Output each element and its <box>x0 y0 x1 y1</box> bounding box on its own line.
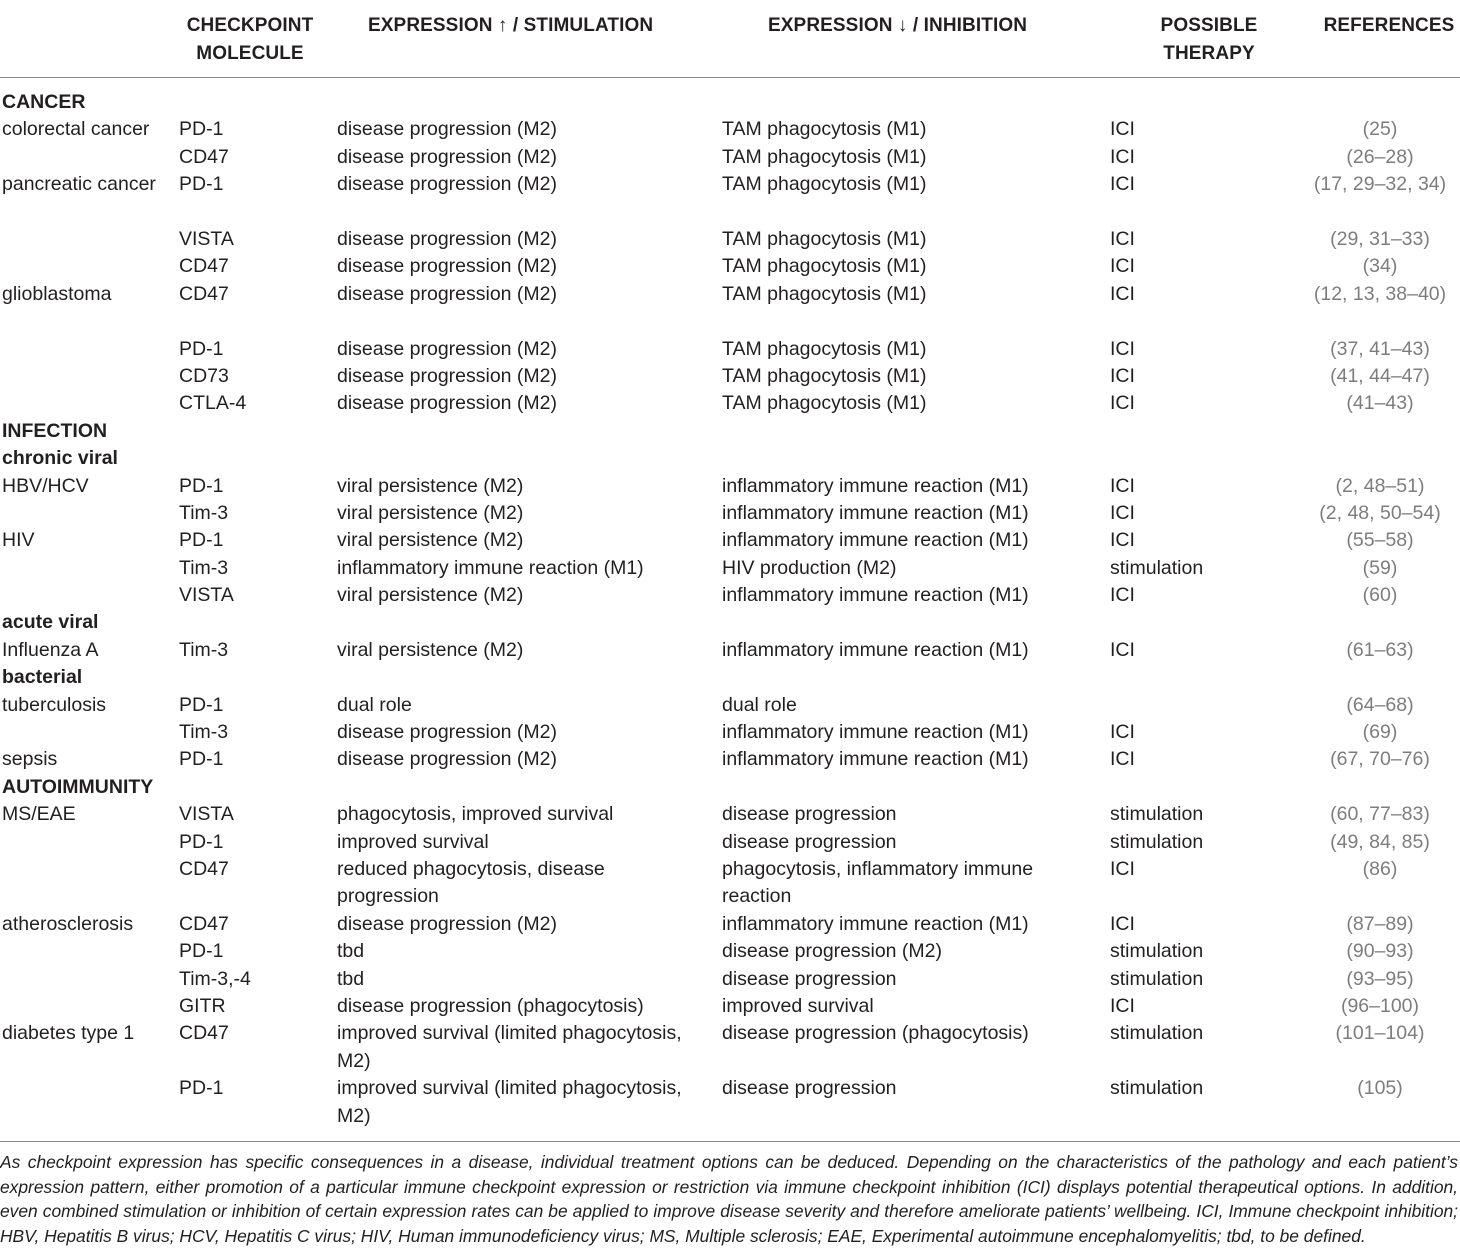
therapy-cell: stimulation <box>1110 830 1204 853</box>
checkpoint-molecule-cell: CD47 <box>179 255 229 278</box>
expression-down-cell: disease progression <box>722 1077 897 1100</box>
table-row <box>0 582 1460 609</box>
expression-up-cell: disease progression (M2) <box>337 721 558 744</box>
header-divider <box>0 77 1460 78</box>
therapy-cell: ICI <box>1110 173 1135 196</box>
table-row <box>0 746 1460 773</box>
table-row <box>0 1020 1460 1075</box>
section-label: bacterial <box>2 666 83 689</box>
expression-up-cell: disease progression (M2) <box>337 364 558 387</box>
table-row <box>0 938 1460 965</box>
expression-up-cell: improved survival <box>337 830 489 853</box>
section-label: CANCER <box>2 91 86 113</box>
therapy-cell: ICI <box>1110 337 1135 360</box>
expression-up-cell: disease progression (M2) <box>337 118 558 141</box>
expression-up-cell: disease progression (M2) <box>337 173 558 196</box>
disease-cell: diabetes type 1 <box>2 1022 135 1045</box>
checkpoint-molecule-cell: CD47 <box>179 912 229 935</box>
checkpoint-molecule-cell: CD47 <box>179 857 229 880</box>
expression-up-cell: improved survival (limited phagocytosis, M2) <box>337 1022 682 1072</box>
expression-down-cell: inflammatory immune reaction (M1) <box>722 721 1029 744</box>
expression-down-cell: TAM phagocytosis (M1) <box>722 145 927 168</box>
references-cell: (64–68) <box>1346 693 1414 716</box>
expression-down-cell: TAM phagocytosis (M1) <box>722 173 927 196</box>
expression-down-cell: HIV production (M2) <box>722 556 897 579</box>
table-row <box>0 281 1460 336</box>
table-row <box>0 253 1460 280</box>
table-row <box>0 801 1460 828</box>
therapy-cell: stimulation <box>1110 1077 1204 1100</box>
expression-up-cell: disease progression (M2) <box>337 748 558 771</box>
therapy-cell: stimulation <box>1110 803 1204 826</box>
expression-down-cell: inflammatory immune reaction (M1) <box>722 584 1029 607</box>
section-label: AUTOIMMUNITY <box>2 775 154 798</box>
expression-up-cell: disease progression (M2) <box>337 282 558 305</box>
expression-up-cell: phagocytosis, improved survival <box>337 803 614 826</box>
expression-down-cell: inflammatory immune reaction (M1) <box>722 912 1029 935</box>
checkpoint-molecule-cell: PD-1 <box>179 940 224 963</box>
footnote-divider <box>0 1141 1460 1142</box>
table-row <box>0 856 1460 911</box>
section-label: acute viral <box>2 611 99 634</box>
references-cell: (60, 77–83) <box>1330 803 1430 826</box>
checkpoint-molecule-cell: PD-1 <box>179 173 224 196</box>
checkpoint-molecule-cell: PD-1 <box>179 1077 224 1100</box>
therapy-cell: ICI <box>1110 638 1135 661</box>
references-cell: (101–104) <box>1335 1022 1425 1045</box>
references-cell: (41, 44–47) <box>1330 364 1430 387</box>
expression-up-cell: viral persistence (M2) <box>337 501 524 524</box>
section-row <box>0 445 1460 472</box>
expression-down-cell: disease progression <box>722 967 897 990</box>
references-cell: (41–43) <box>1346 392 1414 415</box>
expression-down-cell: TAM phagocytosis (M1) <box>722 255 927 278</box>
expression-up-cell: inflammatory immune reaction (M1) <box>337 556 644 579</box>
references-cell: (105) <box>1357 1077 1403 1100</box>
expression-down-cell: inflammatory immune reaction (M1) <box>722 529 1029 552</box>
disease-cell: HBV/HCV <box>2 474 89 497</box>
table-row <box>0 171 1460 226</box>
table-row <box>0 1075 1460 1130</box>
references-cell: (37, 41–43) <box>1330 337 1430 360</box>
section-label: INFECTION <box>2 419 108 442</box>
expression-down-cell: inflammatory immune reaction (M1) <box>722 501 1029 524</box>
references-cell: (17, 29–32, 34) <box>1313 173 1447 196</box>
expression-up-cell: tbd <box>337 967 365 990</box>
expression-up-cell: disease progression (M2) <box>337 337 558 360</box>
table-body <box>0 89 1460 1130</box>
table-row <box>0 336 1460 363</box>
references-cell: (87–89) <box>1346 912 1414 935</box>
expression-up-cell: viral persistence (M2) <box>337 529 524 552</box>
section-row <box>0 418 1460 445</box>
therapy-cell: stimulation <box>1110 967 1204 990</box>
checkpoint-molecule-cell: CD47 <box>179 145 229 168</box>
expression-up-cell: tbd <box>337 940 365 963</box>
expression-down-cell: TAM phagocytosis (M1) <box>722 227 927 250</box>
expression-down-cell: inflammatory immune reaction (M1) <box>722 474 1029 497</box>
checkpoint-molecule-cell: PD-1 <box>179 529 224 552</box>
references-cell: (2, 48–51) <box>1335 474 1425 497</box>
expression-down-cell: TAM phagocytosis (M1) <box>722 364 927 387</box>
disease-cell: atherosclerosis <box>2 912 134 935</box>
disease-cell: HIV <box>2 529 35 552</box>
section-row <box>0 664 1460 691</box>
header-expression-up: EXPRESSION ↑ / STIMULATION <box>368 15 654 36</box>
references-cell: (59) <box>1362 556 1398 579</box>
references-cell: (67, 70–76) <box>1330 748 1430 771</box>
therapy-cell: ICI <box>1110 227 1135 250</box>
checkpoint-molecule-cell: CD47 <box>179 1022 229 1045</box>
expression-up-cell: disease progression (M2) <box>337 912 558 935</box>
table-row <box>0 363 1460 390</box>
references-cell: (69) <box>1362 721 1398 744</box>
therapy-cell: ICI <box>1110 529 1135 552</box>
therapy-cell: ICI <box>1110 994 1135 1017</box>
checkpoint-molecule-cell: PD-1 <box>179 748 224 771</box>
therapy-cell: ICI <box>1110 721 1135 744</box>
expression-up-cell: reduced phagocytosis, disease progression <box>337 857 605 908</box>
checkpoint-molecule-cell: Tim-3 <box>179 638 229 661</box>
expression-up-cell: disease progression (phagocytosis) <box>337 994 644 1017</box>
table-row <box>0 500 1460 527</box>
checkpoint-molecule-cell: GITR <box>179 994 226 1017</box>
checkpoint-molecule-cell: PD-1 <box>179 693 224 716</box>
references-cell: (25) <box>1362 118 1398 141</box>
therapy-cell: ICI <box>1110 474 1135 497</box>
expression-up-cell: viral persistence (M2) <box>337 584 524 607</box>
references-cell: (26–28) <box>1346 145 1414 168</box>
table-row <box>0 390 1460 417</box>
header-checkpoint-molecule: CHECKPOINT MOLECULE <box>186 15 314 64</box>
references-cell: (90–93) <box>1346 940 1414 963</box>
checkpoint-molecule-cell: VISTA <box>179 227 234 250</box>
checkpoint-molecule-cell: PD-1 <box>179 337 224 360</box>
header-possible-therapy: POSSIBLE THERAPY <box>1160 15 1258 64</box>
references-cell: (61–63) <box>1346 638 1414 661</box>
therapy-cell: ICI <box>1110 118 1135 141</box>
disease-cell: colorectal cancer <box>2 118 150 141</box>
therapy-cell: ICI <box>1110 364 1135 387</box>
checkpoint-molecule-cell: Tim-3 <box>179 501 229 524</box>
table-row <box>0 911 1460 938</box>
table-row <box>0 637 1460 664</box>
section-row <box>0 609 1460 636</box>
references-cell: (93–95) <box>1346 967 1414 990</box>
references-cell: (34) <box>1362 255 1398 278</box>
checkpoint-molecule-cell: CTLA-4 <box>179 392 247 415</box>
references-cell: (86) <box>1362 857 1398 880</box>
therapy-cell: ICI <box>1110 748 1135 771</box>
checkpoint-molecule-cell: Tim-3 <box>179 721 229 744</box>
therapy-cell: ICI <box>1110 392 1135 415</box>
checkpoint-molecule-cell: PD-1 <box>179 118 224 141</box>
expression-down-cell: disease progression <box>722 830 897 853</box>
expression-down-cell: disease progression <box>722 803 897 826</box>
checkpoint-molecule-cell: VISTA <box>179 584 234 607</box>
table-row <box>0 692 1460 719</box>
expression-down-cell: TAM phagocytosis (M1) <box>722 392 927 415</box>
disease-cell: glioblastoma <box>2 282 112 305</box>
expression-down-cell: dual role <box>722 693 797 716</box>
expression-down-cell: TAM phagocytosis (M1) <box>722 118 927 141</box>
therapy-cell: ICI <box>1110 857 1135 880</box>
table-header-row <box>0 0 1460 78</box>
header-references: REFERENCES <box>1323 15 1455 36</box>
section-row <box>0 774 1460 801</box>
expression-up-cell: disease progression (M2) <box>337 255 558 278</box>
header-expression-down: EXPRESSION ↓ / INHIBITION <box>768 15 1028 36</box>
expression-down-cell: TAM phagocytosis (M1) <box>722 282 927 305</box>
table-row <box>0 473 1460 500</box>
table-row <box>0 993 1460 1020</box>
therapy-cell: ICI <box>1110 584 1135 607</box>
therapy-cell: stimulation <box>1110 1022 1204 1045</box>
therapy-cell: stimulation <box>1110 940 1204 963</box>
therapy-cell: ICI <box>1110 912 1135 935</box>
references-cell: (60) <box>1362 584 1398 607</box>
section-label: chronic viral <box>2 447 118 470</box>
disease-cell: pancreatic cancer <box>2 173 156 196</box>
disease-cell: Influenza A <box>2 638 99 661</box>
checkpoint-molecule-cell: PD-1 <box>179 474 224 497</box>
expression-up-cell: dual role <box>337 693 412 716</box>
table-row <box>0 116 1460 143</box>
therapy-cell: ICI <box>1110 501 1135 524</box>
expression-down-cell: disease progression (M2) <box>722 940 943 963</box>
references-cell: (29, 31–33) <box>1330 227 1430 250</box>
table-row <box>0 719 1460 746</box>
table-row <box>0 226 1460 253</box>
table-footnote: As checkpoint expression has specific consequences in a disease, individual treatment options can be deduced. Depending on the characteristics of the pathology and each patient’s expression pattern, either promotion of a particular immune checkpoint expression or restriction via immune checkpoint inhibition (ICI) displays potential therapeutical options. In addition, even combined stimulation or inhibition of certain expression rates can be applied to improve disease severity and therefore ameliorate patients’ wellbeing. ICI, Immune checkpoint inhibition; HBV, Hepatitis B virus; HCV, Hepatitis C virus; HIV, Human immunodeficiency virus; MS, Multiple sclerosis; EAE, Experimental autoimmune encephalomyelitis; tbd, to be defined. <box>0 1152 1458 1246</box>
references-cell: (96–100) <box>1340 994 1420 1017</box>
references-cell: (49, 84, 85) <box>1330 830 1430 853</box>
expression-down-cell: TAM phagocytosis (M1) <box>722 337 927 360</box>
expression-down-cell: disease progression (phagocytosis) <box>722 1022 1029 1045</box>
therapy-cell: ICI <box>1110 255 1135 278</box>
checkpoint-molecule-cell: CD47 <box>179 282 229 305</box>
checkpoint-molecule-cell: CD73 <box>179 364 229 387</box>
therapy-cell: stimulation <box>1110 556 1204 579</box>
therapy-cell: ICI <box>1110 145 1135 168</box>
expression-down-cell: phagocytosis, inflammatory immune reaction <box>722 857 1034 908</box>
table-row <box>0 829 1460 856</box>
expression-down-cell: inflammatory immune reaction (M1) <box>722 748 1029 771</box>
expression-down-cell: improved survival <box>722 994 874 1017</box>
disease-cell: MS/EAE <box>2 803 76 826</box>
table-row <box>0 555 1460 582</box>
checkpoint-molecule-cell: VISTA <box>179 803 234 826</box>
expression-down-cell: inflammatory immune reaction (M1) <box>722 638 1029 661</box>
checkpoint-molecule-cell: PD-1 <box>179 830 224 853</box>
checkpoint-molecule-cell: Tim-3 <box>179 556 229 579</box>
references-cell: (2, 48, 50–54) <box>1319 501 1441 524</box>
disease-cell: sepsis <box>2 748 58 771</box>
expression-up-cell: improved survival (limited phagocytosis, M2) <box>337 1077 682 1127</box>
disease-cell: tuberculosis <box>2 693 107 716</box>
therapy-cell: ICI <box>1110 282 1135 305</box>
expression-up-cell: viral persistence (M2) <box>337 638 524 661</box>
table-row <box>0 527 1460 554</box>
expression-up-cell: viral persistence (M2) <box>337 474 524 497</box>
references-cell: (12, 13, 38–40) <box>1313 282 1447 305</box>
checkpoint-molecule-cell: Tim-3,-4 <box>179 967 251 990</box>
table-row <box>0 966 1460 993</box>
expression-up-cell: disease progression (M2) <box>337 227 558 250</box>
table-row <box>0 144 1460 171</box>
references-cell: (55–58) <box>1346 529 1414 552</box>
section-row <box>0 89 1460 116</box>
expression-up-cell: disease progression (M2) <box>337 145 558 168</box>
expression-up-cell: disease progression (M2) <box>337 392 558 415</box>
